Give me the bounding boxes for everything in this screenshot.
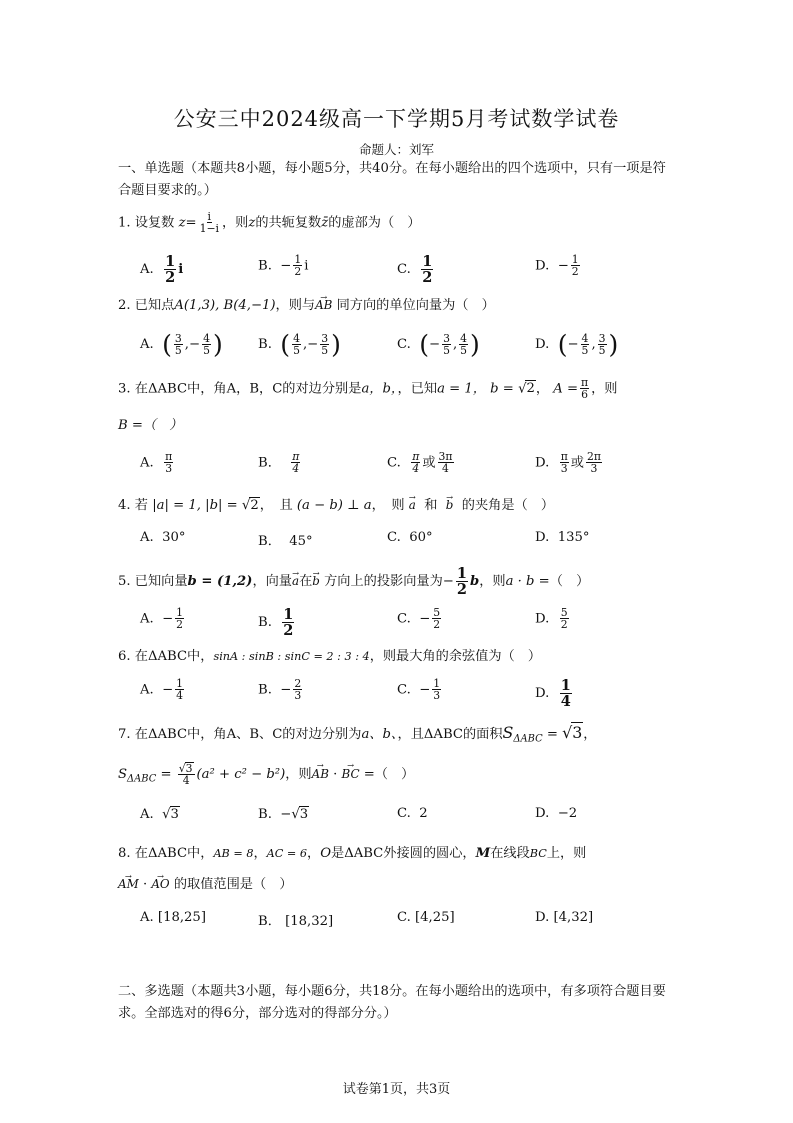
section-2-heading: 二、多选题（本题共3小题，每小题6分，共18分。在每小题给出的选项中，有多项符合题目要求。全部选对的得6分，部分选对的得部分分。） [118,984,666,1021]
question-2: 2. 已知点A(1,3), B(4,−1)，则与→ AB 同方向的单位向量为（ ） [118,294,495,313]
q6-option-b[interactable]: B. − $\frac{2}{3}$ [258,677,302,703]
q2-option-c[interactable]: C. (− $\frac{3}{5}$ , $\frac{4}{5}$ ) [397,330,480,359]
q5-option-b[interactable]: B. $\frac{1}{2}$ [258,606,294,640]
q3-option-a[interactable]: A. $\frac{\pi}{3}$ [140,450,173,476]
q4-option-c[interactable]: C. 60° [387,530,433,545]
exam-author: 命题人：刘军 [358,142,434,157]
q8-option-a[interactable]: A. [18,25] [140,910,206,925]
q2-option-a[interactable]: A. ( $\frac{3}{5}$ ,− $\frac{4}{5}$ ) [140,330,223,359]
q5-option-d[interactable]: D. $\frac{5}{2}$ [535,606,568,632]
q6-option-a[interactable]: A. − $\frac{1}{4}$ [140,677,184,703]
q1-option-b[interactable]: B. − $\frac{1}{2}$ i [258,253,309,279]
exam-title: 公安三中2024级高一下学期5月考试数学试卷 [173,107,620,131]
page-footer: 试卷第1页，共3页 [342,1082,451,1097]
q4-option-d[interactable]: D. 135° [535,530,590,545]
q4-option-a[interactable]: A. 30° [140,530,186,545]
q8-option-b[interactable]: B． [18,32] [258,914,334,929]
q6-option-c[interactable]: C. − $\frac{1}{3}$ [397,677,441,703]
question-4: 4. 若 |a| = 1, |b| = √2， 且 (a − b) ⊥ a， 则 → a 和 → b 的夹角是（ ） [118,494,554,513]
question-8: 8. 在ΔABC中，AB = 8，AC = 6，O是ΔABC外接圆的圆心，M在线段BC上，则 [118,846,587,861]
q3-option-c[interactable]: C. $\frac{\pi}{4}$ 或 $\frac{3\pi}{4}$ [387,450,453,476]
question-3-line2: B =（ ） [118,418,183,433]
q7-option-d[interactable]: D. −2 [535,806,578,821]
question-1: 1. 设复数 z= $\frac{i}{1-i}$ ，则z的共轭复数z̄的虚部为（ ） [118,210,421,236]
q5-option-c[interactable]: C. − $\frac{5}{2}$ [397,606,441,632]
q7-option-a[interactable]: A. √3 [140,807,179,822]
section-1-heading: 一、单选题（本题共8小题，每小题5分，共40分。在每小题给出的四个选项中，只有一项是符合题目要求的。） [118,161,666,198]
q7-option-b[interactable]: B. −√3 [258,807,309,822]
question-7-line2: $S_{\Delta ABC}$ = $\frac{√3}{4}$ (a² + c² − b²)，则→ AB · → BC =（ ） [118,762,414,787]
q1-option-d[interactable]: D. − $\frac{1}{2}$ [535,253,579,279]
q3-option-b[interactable]: B． $\frac{\pi}{4}$ [258,450,300,476]
q6-option-d[interactable]: D. $\frac{1}{4}$ [535,677,571,711]
q1-option-a[interactable]: A. $\frac{1}{2}$ i [140,253,184,287]
q2-option-d[interactable]: D. (− $\frac{4}{5}$ , $\frac{3}{5}$ ) [535,330,619,359]
question-6: 6. 在ΔABC中，sinA : sinB : sinC = 2 : 3 : 4，则最大角的余弦值为（ ） [118,649,542,664]
q4-option-b[interactable]: B． 45° [258,534,313,549]
question-8-line2: → AM · → AO 的取值范围是（ ） [118,873,293,892]
q2-option-b[interactable]: B. ( $\frac{4}{5}$ ,− $\frac{3}{5}$ ) [258,330,341,359]
question-5: 5. 已知向量b = (1,2)，向量→ a在→ b 方向上的投影向量为− $\frac{1}{2}$ b，则a · b =（ ） [118,566,589,597]
q8-option-c[interactable]: C. [4,25] [397,910,455,925]
q7-option-c[interactable]: C. 2 [397,806,428,821]
q8-option-d[interactable]: D. [4,32] [535,910,594,925]
question-3: 3. 在ΔABC中，角A，B，C的对边分别是a，b，，已知a = 1， b = √2， A = $\frac{\pi}{6}$ ，则 [118,376,618,402]
question-7: 7. 在ΔABC中，角A、B、C的对边分别为a、b、，且ΔABC的面积$S_{\Delta ABC} = √3$， [118,723,597,745]
q3-option-d[interactable]: D. $\frac{\pi}{3}$ 或 $\frac{2\pi}{3}$ [535,450,601,476]
q5-option-a[interactable]: A. − $\frac{1}{2}$ [140,606,184,632]
q1-option-c[interactable]: C. $\frac{1}{2}$ [397,253,433,287]
